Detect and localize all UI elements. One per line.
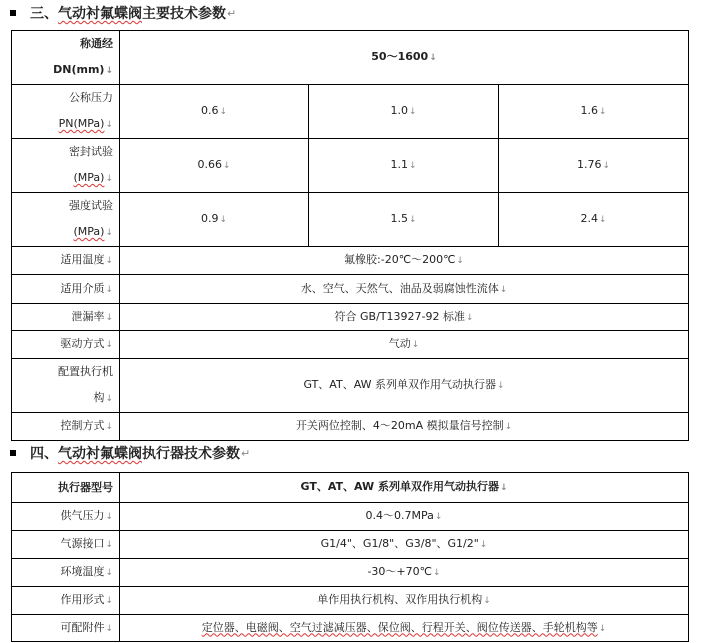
cell-mark-icon: ↓ xyxy=(105,66,113,76)
cell-mark-icon: ↓ xyxy=(105,256,113,266)
row-label: 驱动方式 xyxy=(60,337,105,350)
row-label: 配置执行机 xyxy=(58,365,113,378)
cell-mark-icon: ↓ xyxy=(408,215,417,225)
label-cell xyxy=(12,615,120,642)
cell-mark-icon: ↓ xyxy=(105,596,113,606)
cell-mark-icon: ↓ xyxy=(222,161,231,171)
cell-mark-icon: ↓ xyxy=(598,107,607,117)
header-value-cell xyxy=(120,473,689,503)
table-row xyxy=(12,193,689,247)
cell-mark-icon: ↓ xyxy=(105,623,113,634)
header-value-cell xyxy=(120,31,689,85)
header-value: GT、AT、AW 系列单双作用气动执行器 xyxy=(300,480,499,493)
table-row xyxy=(12,275,689,304)
cell-mark-icon: ↓ xyxy=(479,540,488,550)
cell-mark-icon: ↓ xyxy=(105,284,113,295)
cell-mark-icon: ↓ xyxy=(105,422,113,432)
label-cell xyxy=(12,413,120,441)
actuator-params-table xyxy=(11,472,689,642)
cell-mark-icon: ↓ xyxy=(483,596,491,606)
table-row xyxy=(12,31,689,85)
header-label-cell xyxy=(12,31,120,85)
table-row xyxy=(12,359,689,413)
paragraph-mark-icon: ↵ xyxy=(241,446,251,460)
label-cell xyxy=(12,559,120,587)
row-label: 可配附件 xyxy=(60,620,105,634)
value-cell xyxy=(309,139,499,193)
value-cell xyxy=(309,193,499,247)
label-cell xyxy=(12,359,120,413)
label-cell xyxy=(12,247,120,275)
row-label: 公称压力 xyxy=(69,91,113,104)
section-4-heading xyxy=(6,443,250,463)
value-cell xyxy=(120,559,689,587)
header-label: 执行器型号 xyxy=(58,480,113,494)
header-value: 50～1600 xyxy=(371,50,429,63)
cell-mark-icon: ↓ xyxy=(105,340,113,350)
value-cell xyxy=(120,331,689,359)
cell-mark-icon: ↓ xyxy=(434,512,443,522)
cell-mark-icon: ↓ xyxy=(429,53,437,63)
cell-mark-icon: ↓ xyxy=(105,540,113,550)
label-cell xyxy=(12,503,120,531)
cell-mark-icon: ↓ xyxy=(499,284,508,295)
cell-mark-icon: ↓ xyxy=(105,568,113,578)
section-4-title-rest: 执行器技术参数 xyxy=(142,446,240,462)
row-label-unit: (MPa) xyxy=(73,225,105,238)
table-row xyxy=(12,85,689,139)
value-cell xyxy=(120,587,689,615)
label-cell xyxy=(12,85,120,139)
header-label-cell xyxy=(12,473,120,503)
value-cell xyxy=(120,413,689,441)
label-cell xyxy=(12,193,120,247)
row-label: 适用介质 xyxy=(60,281,105,295)
value-cell xyxy=(120,615,689,642)
table-row xyxy=(12,304,689,331)
cell-value: 符合 GB/T13927-92 标准 xyxy=(334,309,465,323)
cell-mark-icon: ↓ xyxy=(219,215,228,225)
table-row xyxy=(12,473,689,503)
cell-mark-icon: ↓ xyxy=(465,312,474,323)
row-label: 泄漏率 xyxy=(71,309,105,323)
cell-mark-icon: ↓ xyxy=(408,107,417,117)
section-3-heading xyxy=(6,3,236,23)
row-label: 强度试验 xyxy=(69,199,113,212)
value-cell xyxy=(499,139,689,193)
cell-value: 0.4～0.7MPa xyxy=(365,509,434,522)
value-cell xyxy=(120,85,309,139)
table-row xyxy=(12,587,689,615)
cell-value: 1.6 xyxy=(580,104,598,117)
cell-mark-icon: ↓ xyxy=(497,381,505,391)
table-row xyxy=(12,413,689,441)
value-cell xyxy=(120,304,689,331)
cell-mark-icon: ↓ xyxy=(105,228,113,238)
table-row xyxy=(12,503,689,531)
section-4-title-name: 气动衬氟蝶阀 xyxy=(58,446,142,462)
row-label: 作用形式 xyxy=(60,593,105,606)
cell-value: 0.9 xyxy=(200,212,219,225)
cell-mark-icon: ↓ xyxy=(411,340,420,350)
header-label: 称通经 xyxy=(80,37,113,50)
section-3-number: 三、 xyxy=(30,6,58,22)
label-cell xyxy=(12,331,120,359)
cell-value: 开关两位控制、4～20mA 模拟量信号控制 xyxy=(295,419,504,432)
value-cell xyxy=(120,247,689,275)
cell-value: 0.6 xyxy=(200,104,219,117)
table-row xyxy=(12,139,689,193)
section-4-number: 四、 xyxy=(30,446,58,462)
cell-mark-icon: ↓ xyxy=(105,512,113,522)
cell-value: 1.76 xyxy=(576,158,602,171)
value-cell xyxy=(309,85,499,139)
cell-value: 定位器、电磁阀、空气过滤减压器、保位阀、行程开关、阀位传送器、手轮机构等 xyxy=(201,620,598,634)
label-cell xyxy=(12,304,120,331)
cell-mark-icon: ↓ xyxy=(408,161,417,171)
bullet-icon xyxy=(10,10,16,16)
cell-mark-icon: ↓ xyxy=(504,422,513,432)
row-label-unit: (MPa) xyxy=(73,171,105,184)
table-row xyxy=(12,559,689,587)
cell-value: GT、AT、AW 系列单双作用气动执行器 xyxy=(303,378,496,391)
table-row xyxy=(12,531,689,559)
row-label: 控制方式 xyxy=(60,419,105,432)
value-cell xyxy=(120,359,689,413)
row-label-cont: 构 xyxy=(93,391,105,404)
cell-mark-icon: ↓ xyxy=(219,107,228,117)
table-row xyxy=(12,615,689,642)
paragraph-mark-icon: ↵ xyxy=(227,6,237,20)
main-params-table xyxy=(11,30,689,441)
cell-mark-icon: ↓ xyxy=(105,312,113,323)
cell-value: -30～+70℃ xyxy=(367,565,432,578)
value-cell xyxy=(120,193,309,247)
value-cell xyxy=(120,503,689,531)
cell-value: 0.66 xyxy=(197,158,222,171)
cell-value: 水、空气、天然气、油品及弱腐蚀性流体 xyxy=(300,281,499,295)
label-cell xyxy=(12,531,120,559)
cell-value: 氟橡胶:-20℃～200℃ xyxy=(344,253,456,266)
cell-value: 1.0 xyxy=(390,104,408,117)
cell-mark-icon: ↓ xyxy=(456,256,464,266)
cell-mark-icon: ↓ xyxy=(433,568,441,578)
cell-value: 2.4 xyxy=(580,212,598,225)
cell-mark-icon: ↓ xyxy=(598,215,607,225)
row-label-unit: PN(MPa) xyxy=(58,117,105,130)
cell-mark-icon: ↓ xyxy=(105,174,113,184)
cell-mark-icon: ↓ xyxy=(105,120,113,130)
row-label: 供气压力 xyxy=(60,509,105,522)
value-cell xyxy=(499,85,689,139)
row-label: 环境温度 xyxy=(60,565,105,578)
cell-value: 单作用执行机构、双作用执行机构 xyxy=(317,593,483,606)
row-label: 密封试验 xyxy=(69,145,113,158)
label-cell xyxy=(12,587,120,615)
table-row xyxy=(12,331,689,359)
row-label: 气源接口 xyxy=(60,537,105,550)
row-label: 适用温度 xyxy=(60,253,105,266)
value-cell xyxy=(120,139,309,193)
section-3-title-rest: 主要技术参数 xyxy=(142,6,226,22)
cell-value: 1.5 xyxy=(390,212,408,225)
value-cell xyxy=(499,193,689,247)
cell-value: 1.1 xyxy=(390,158,408,171)
cell-mark-icon: ↓ xyxy=(499,483,508,493)
cell-value: 气动 xyxy=(388,337,411,350)
label-cell xyxy=(12,275,120,304)
table-row xyxy=(12,247,689,275)
cell-mark-icon: ↓ xyxy=(105,394,113,404)
cell-value: G1/4"、G1/8"、G3/8"、G1/2" xyxy=(320,537,479,550)
value-cell xyxy=(120,531,689,559)
cell-mark-icon: ↓ xyxy=(602,161,611,171)
cell-mark-icon: ↓ xyxy=(598,623,607,634)
header-label-unit: DN(mm) xyxy=(53,63,105,76)
value-cell xyxy=(120,275,689,304)
section-3-title-name: 气动衬氟蝶阀 xyxy=(58,6,142,22)
bullet-icon xyxy=(10,450,16,456)
label-cell xyxy=(12,139,120,193)
